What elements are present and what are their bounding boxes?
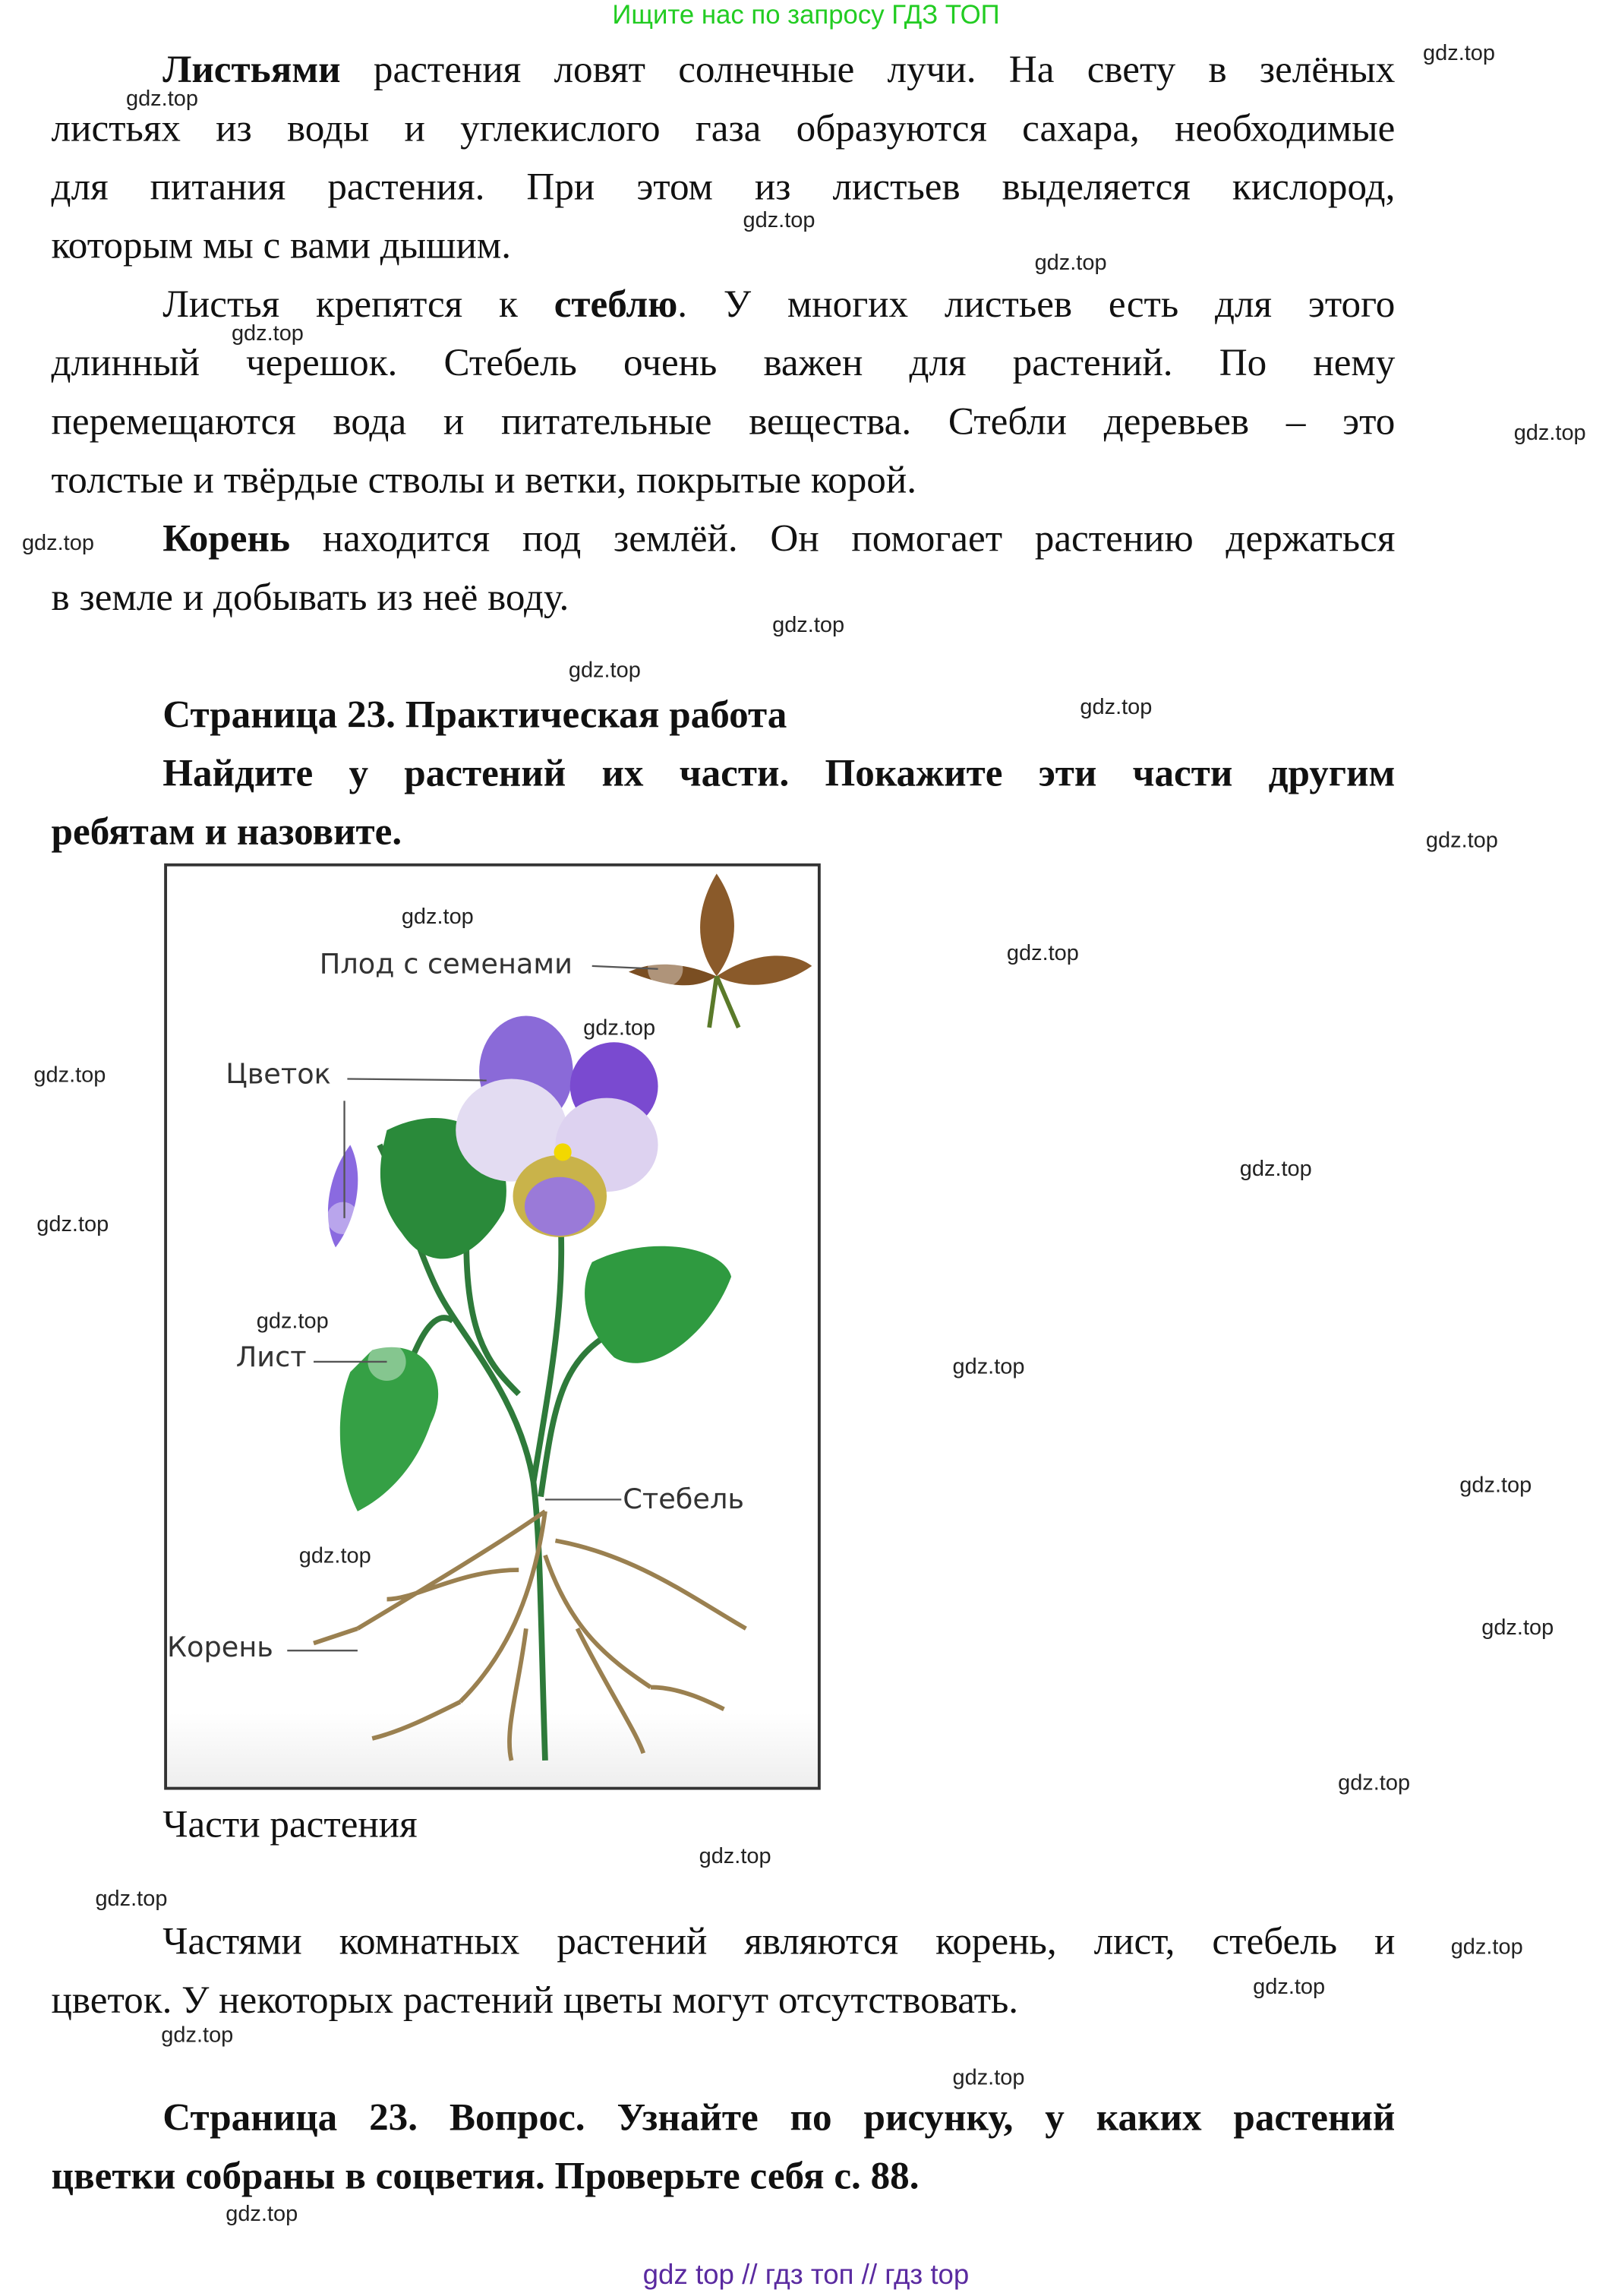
text: находится под землёй. Он помогает растению держаться: [290, 516, 1396, 561]
watermark: gdz.top: [1459, 1473, 1532, 1499]
search-banner[interactable]: Ищите нас по запросу ГДЗ ТОП: [612, 0, 1000, 30]
watermark: gdz.top: [1425, 828, 1498, 854]
label-fruit: Плод с семенами: [319, 948, 573, 981]
p2-line: перемещаются вода и питательные вещества. Стебли деревьев – это: [51, 398, 1396, 443]
task-line: Найдите у растений их части. Покажите эти части другим: [162, 750, 1396, 795]
watermark: gdz.top: [1034, 251, 1107, 276]
watermark: gdz.top: [1481, 1615, 1554, 1641]
term-leaves: Листьями: [162, 46, 341, 91]
fruit-icon: [629, 873, 812, 1028]
watermark: gdz.top: [401, 904, 474, 930]
watermark: gdz.top: [256, 1309, 329, 1334]
watermark: gdz.top: [952, 2065, 1025, 2091]
p1-line: листьях из воды и углекислого газа образуются сахара, необходимые: [51, 105, 1396, 150]
section-title: Страница 23. Практическая работа: [162, 691, 787, 736]
p1-line: [162, 47, 1395, 91]
watermark: gdz.top: [1338, 1770, 1411, 1796]
watermark: gdz.top: [952, 1354, 1025, 1380]
watermark: gdz.top: [1423, 41, 1496, 66]
watermark: gdz.top: [1006, 941, 1079, 966]
bud-icon: [327, 1145, 358, 1247]
label-root: Корень: [167, 1631, 273, 1664]
watermark: gdz.top: [1253, 1974, 1326, 2000]
text: растения ловят солнечные лучи. На свету в зелёных: [340, 46, 1396, 91]
term-stem: стеблю: [554, 281, 678, 326]
watermark: gdz.top: [33, 1063, 106, 1088]
p1-line: для питания растения. При этом из листьев выделяется кислород,: [51, 164, 1396, 209]
p3-line: [162, 516, 1395, 560]
watermark: gdz.top: [568, 658, 641, 684]
watermark: gdz.top: [95, 1886, 168, 1912]
watermark: gdz.top: [1513, 420, 1586, 446]
watermark: gdz.top: [161, 2023, 234, 2048]
p3-line: в земле и добывать из неё воду.: [51, 574, 569, 619]
watermark: gdz.top: [125, 86, 198, 112]
task-line: ребятам и назовите.: [51, 809, 402, 854]
watermark: gdz.top: [583, 1015, 656, 1041]
watermark: gdz.top: [21, 530, 94, 556]
watermark: gdz.top: [231, 321, 304, 346]
watermark: gdz.top: [36, 1212, 109, 1237]
watermark: gdz.top: [699, 1843, 771, 1869]
watermark: gdz.top: [772, 612, 845, 638]
label-leaf: Лист: [235, 1341, 307, 1374]
watermark: gdz.top: [298, 1543, 371, 1569]
text: . У многих листьев есть для этого: [677, 281, 1396, 326]
footer-links[interactable]: gdz top // гдз топ // гдз top: [642, 2260, 970, 2291]
p1-line: которым мы с вами дышим.: [51, 223, 512, 267]
watermark: gdz.top: [1450, 1934, 1523, 1960]
question-line: цветки собраны в соцветия. Проверьте себя с. 88.: [51, 2153, 920, 2198]
watermark: gdz.top: [226, 2201, 298, 2227]
watermark: gdz.top: [1239, 1156, 1312, 1182]
p2-line: длинный черешок. Стебель очень важен для растений. По нему: [51, 340, 1396, 384]
figure-caption: Части растения: [162, 1801, 418, 1846]
question-line: Страница 23. Вопрос. Узнайте по рисунку, у каких растений: [162, 2094, 1396, 2139]
root-icon: [314, 1511, 746, 1761]
watermark: gdz.top: [743, 208, 815, 233]
term-root: Корень: [162, 516, 291, 561]
watermark: gdz.top: [1080, 694, 1153, 720]
answer-line: Частями комнатных растений являются корень, лист, стебель и: [162, 1919, 1396, 1963]
text: Листья крепятся к: [162, 281, 554, 326]
p2-line: толстые и твёрдые стволы и ветки, покрытые корой.: [51, 457, 917, 502]
p2-line: [162, 282, 1395, 326]
label-flower: Цветок: [226, 1058, 331, 1091]
label-stem: Стебель: [623, 1483, 745, 1516]
answer-line: цветок. У некоторых растений цветы могут отсутствовать.: [51, 1977, 1019, 2022]
